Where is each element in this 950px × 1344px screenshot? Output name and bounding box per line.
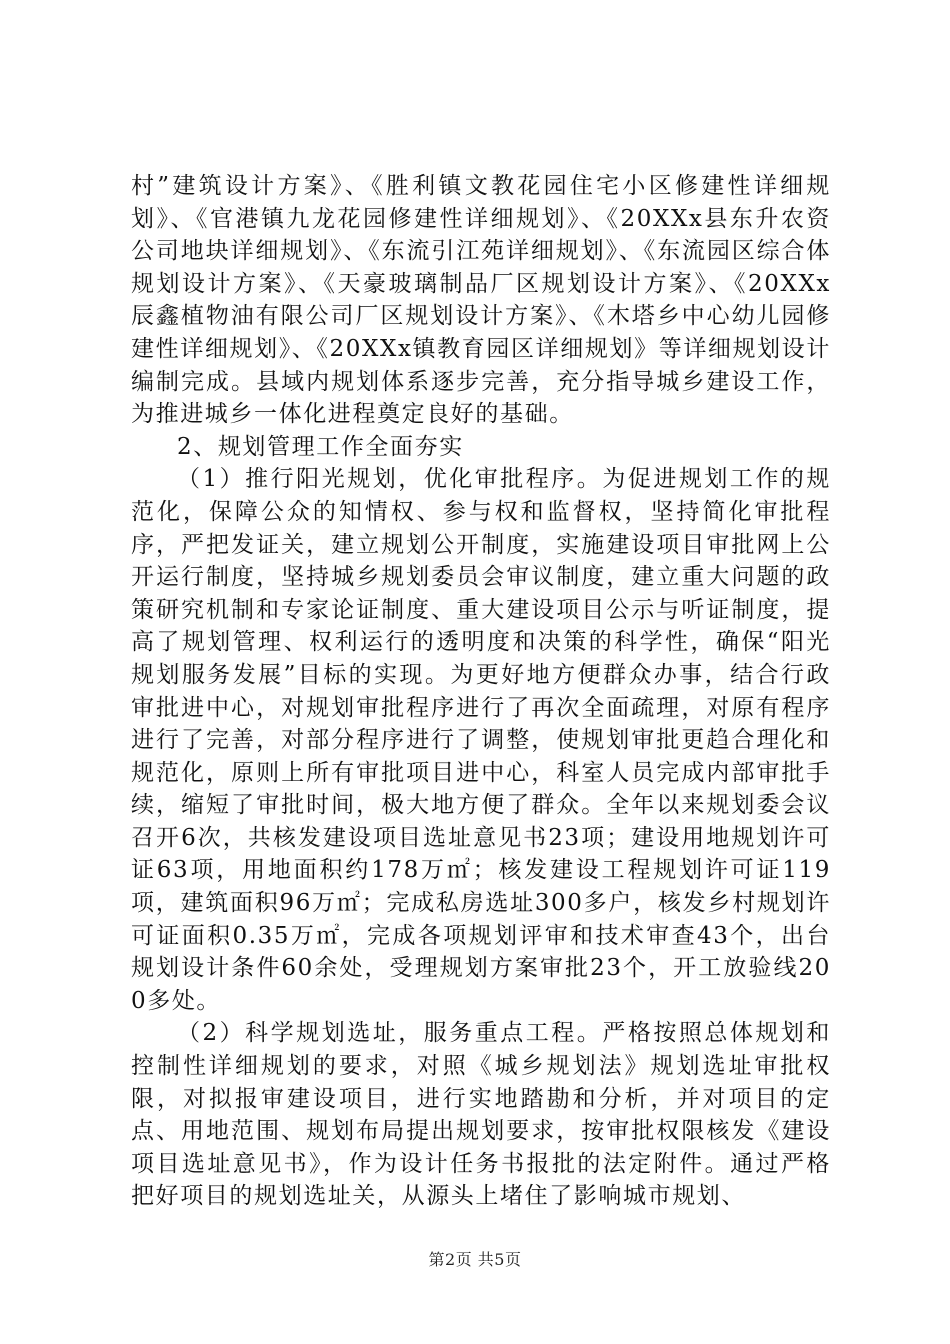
paragraph-continuation: 村”建筑设计方案》、《胜利镇文教花园住宅小区修建性详细规划》、《官港镇九龙花园修建性详细规划》、《20XXx县东升农资公司地块详细规划》、《东流引江苑详细规划》、《东流园区综合体规划设计方案》、《天豪玻璃制品厂区规划设计方案》、《20XXx辰鑫植物油有限公司厂区规划设计方案》、《木塔乡中心幼儿园修建性详细规划》、《20XXx镇教育园区详细规划》等详细规划设计编制完成。县域内规划体系逐步完善，充分指导城乡建设工作，为推进城乡一体化进程奠定良好的基础。 (131, 173, 831, 428)
section-heading: 2、规划管理工作全面夯实 (177, 433, 464, 460)
page-footer: 第2页 共5页 (428, 1250, 522, 1269)
paragraph-site-selection: （2）科学规划选址，服务重点工程。严格按照总体规划和控制性详细规划的要求，对照《城乡规划法》规划选址审批权限，对拟报审建设项目，进行实地踏勘和分析，并对项目的定点、用地范围、规划布局提出规划要求，按审批权限核发《建设项目选址意见书》，作为设计任务书报批的法定附件。通过严格把好项目的规划选址关，从源头上堵住了影响城市规划、 (131, 1020, 831, 1210)
paragraph-sunshine-planning: （1）推行阳光规划，优化审批程序。为促进规划工作的规范化，保障公众的知情权、参与权和监督权，坚持简化审批程序，严把发证关，建立规划公开制度，实施建设项目审批网上公开运行制度，坚持城乡规划委员会审议制度，建立重大问题的政策研究机制和专家论证制度、重大建设项目公示与听证制度，提高了规划管理、权利运行的透明度和决策的科学性，确保“阳光规划服务发展”目标的实现。为更好地方便群众办事，结合行政审批进中心，对规划审批程序进行了再次全面疏理，对原有程序进行了完善，对部分程序进行了调整，使规划审批更趋合理化和规范化，原则上所有审批项目进中心，科室人员完成内部审批手续，缩短了审批时间，极大地方便了群众。全年以来规划委会议召开6次，共核发建设项目选址意见书23项；建设用地规划许可证63项，用地面积约178万㎡；核发建设工程规划许可证119项，建筑面积96万㎡；完成私房选址300多户，核发乡村规划许可证面积0.35万㎡，完成各项规划评审和技术审查43个，出台规划设计条件60余处，受理规划方案审批23个，开工放验线200多处。 (131, 466, 831, 1014)
document-body (131, 170, 831, 1213)
